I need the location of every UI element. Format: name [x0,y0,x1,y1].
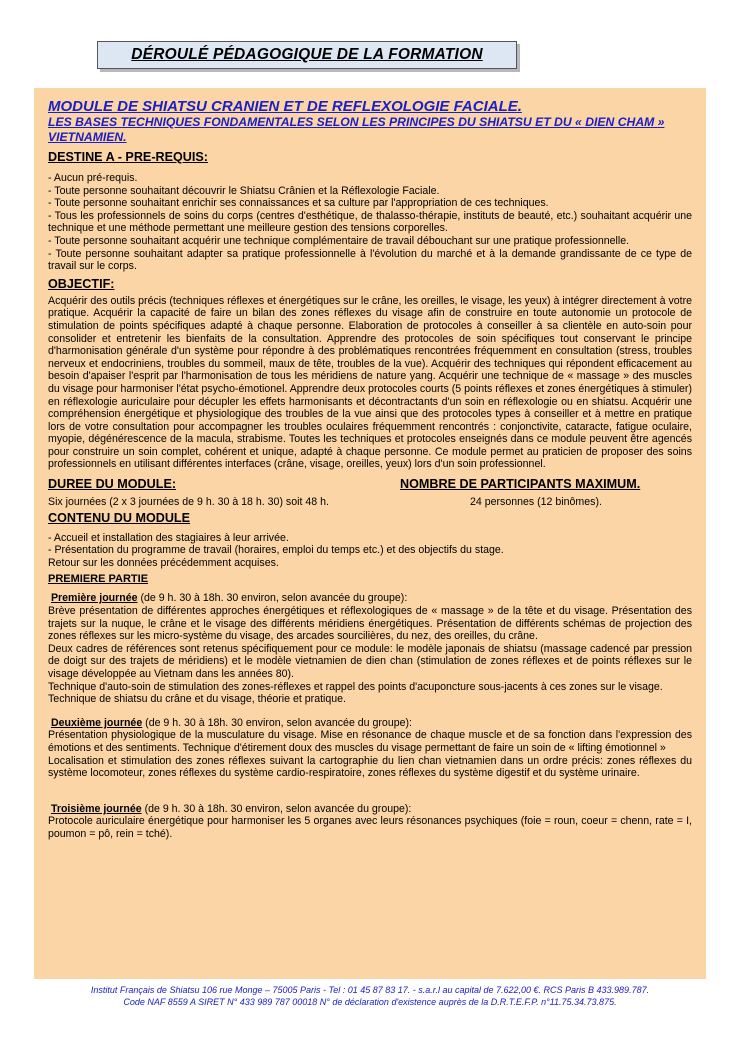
duree-heading: DUREE DU MODULE: [48,477,177,492]
day-name: Première journée [50,592,138,605]
participants-text: 24 personnes (12 binômes). [470,496,602,509]
day-hours: (de 9 h. 30 à 18h. 30 environ, selon avancée du groupe): [142,716,412,729]
duree-participants-row [48,477,692,509]
day-paragraph: Deux cadres de références sont retenus spécifiquement pour ce module: le modèle japonais de shiatsu (massage cadencé par pression de doigt sur des trajets de méridiens) et le modèle vietnamien de dien chan (stimulation de zones réflexes et de points réflexes sur le visage développée au Vietnam dans les années 80). [48,642,692,680]
page-title: DÉROULÉ PÉDAGOGIQUE DE LA FORMATION [131,46,483,63]
content-panel [34,88,706,979]
duree-text: Six journées (2 x 3 journées de 9 h. 30 à 18 h. 30) soit 48 h. [48,496,329,509]
destine-item: - Toute personne souhaitant acquérir une technique complémentaire de travail débouchant sur une pratique professionnelle. [48,234,630,247]
day-title [48,803,692,816]
participants-heading: NOMBRE DE PARTICIPANTS MAXIMUM. [400,477,641,492]
day-title [48,592,692,605]
destine-item: - Tous les professionnels de soins du corps (centres d'esthétique, de thalasso-thérapie, instituts de beauté, etc.) souhaitant acquérir une technique et une méthode permettant une meilleure gestion des tensions corporelles. [48,209,692,235]
footer-line-1: Institut Français de Shiatsu 106 rue Monge – 75005 Paris - Tel : 01 45 87 83 17. - s.a.r.l au capital de 7.622,00 €. RCS Paris B 433.989.787. [90,985,650,995]
destine-list [48,172,692,273]
destine-item: - Toute personne souhaitant découvrir le Shiatsu Crânien et la Réflexologie Faciale. [48,184,440,197]
day-hours: (de 9 h. 30 à 18h. 30 environ, selon avancée du groupe): [137,592,408,605]
contenu-item: - Accueil et installation des stagiaires à leur arrivée. [48,531,289,544]
day-hours: (de 9 h. 30 à 18h. 30 environ, selon avancée du groupe): [141,802,412,815]
day-block [48,717,692,780]
day-paragraph: Protocole auriculaire énergétique pour harmoniser les 5 organes avec leurs résonances psychiques (foie = roun, coeur = chenn, rate = I, poumon = pô, rein = tché). [48,815,692,840]
objectif-heading: OBJECTIF: [48,276,115,291]
day-paragraph: Brève présentation de différentes approches énergétiques et réflexologiques de « massage » de la tête et du visage. Présentation des trajets sur la nuque, le crâne et le visage des différents méridiens énergétiques. Présentation de différents schémas de projection des zones réflexes sur les micro-système du visage, des arcades sourcilières, du nez, des oreilles, du crâne. [48,605,692,643]
objectif-text: Acquérir des outils précis (techniques réflexes et énergétiques sur le crâne, les oreilles, le visage, les yeux) à intégrer directement à votre pratique. Acquérir la capacité de faire un bilan des zones réflexes du visage afin de construire en toute autonomie un protocole de stimulation de points spécifiques adapté à chaque personne. Elaboration de protocoles à conseiller à sa clientèle en auto-soin pour consolider et entretenir les bienfaits de la consultation. Apprendre des protocoles de soin spécifiques tout conservant le principe d'harmonisation générale d'un système pour répondre à des problématiques rencontrées fréquemment en consultation (stress, troubles nerveux et endocriniens, troubles du sommeil, maux de tête, troubles de la vue). Acquérir des techniques qui répondent efficacement au besoin d'apaiser l'esprit par l'harmonisation de tous les méridiens de nature yang. Acquérir une technique de « massage » des muscles du visage pour harmoniser l'état psycho-émotionel. Apprendre deux protocoles courts (5 points réflexes et zones énergétiques à stimuler) en réflexologie auriculaire pour décupler les effets harmonisants et décontractants d'un soin en réflexologie ou en shiatsu. Acquérir une compréhension énergétique et physiologique des troubles de la vue ainsi que des protocoles types à conseiller et à mettre en pratique lors de votre consultation pour accompagner les troubles oculaires fréquemment rencontrés : conjonctivite, cataracte, fatigue oculaire, myopie, dégénérescence de la macula, strabisme. Toutes les techniques et protocoles enseignés dans ce module peuvent être agencés pour construire un soin complet, cohérent et unique, adapté à chaque personne. Ce module permet au praticien de proposer des soins professionnels en utilisant différentes interfaces (crâne, visage, oreilles, yeux) lors d'un soin professionnel. [48,294,692,471]
day-title [48,717,692,730]
day-block [48,803,692,841]
premiere-partie-heading: PREMIERE PARTIE [48,573,149,586]
module-subtitle: LES BASES TECHNIQUES FONDAMENTALES SELON LES PRINCIPES DU SHIATSU ET DU « DIEN CHAM » VIETNAMIEN. [48,115,665,144]
page-title-box [97,41,517,69]
destine-item: - Toute personne souhaitant enrichir ses connaissances et sa culture par l'appropriation de ces techniques. [48,197,549,210]
destine-item: - Aucun pré-requis. [48,172,138,184]
footer-line-2: Code NAF 8559 A SIRET N° 433 989 787 00018 N° de déclaration d'existence auprès de la D.R.T.E.F.P. n°11.75.34.73.875. [123,997,617,1007]
day-name: Deuxième journée [50,716,143,729]
day-block [48,592,692,705]
contenu-heading: CONTENU DU MODULE [48,510,191,525]
contenu-list [48,532,692,570]
contenu-item: Retour sur les données précédemment acquises. [48,556,279,569]
day-paragraph: Technique d'auto-soin de stimulation des zones-réflexes et rappel des points d'acuponcture sous-jacents à ces zones sur le visage. [48,680,663,693]
contenu-item: - Présentation du programme de travail (horaires, emploi du temps etc.) et des objectifs du stage. [48,544,504,557]
destine-heading: DESTINE A - PRE-REQUIS: [48,150,208,164]
day-paragraph: Technique de shiatsu du crâne et du visage, théorie et pratique. [48,693,347,706]
day-paragraph: Localisation et stimulation des zones réflexes suivant la cartographie du lien chan vietnamien dans un ordre précis: zones réflexes du système locomoteur, zones réflexes du système cardio-respiratoire, zones réflexes du système digestif et du système urinaire. [48,754,692,780]
day-name: Troisième journée [50,802,142,815]
day-paragraph: Présentation physiologique de la musculature du visage. Mise en résonance de chaque muscle et de sa fonction dans l'expression des émotions et des sentiments. Technique d'étirement doux des muscles du visage permettant de faire un soin de « lifting émotionnel » [48,729,692,754]
module-title: MODULE DE SHIATSU CRANIEN ET DE REFLEXOLOGIE FACIALE. [48,98,522,115]
destine-item: - Toute personne souhaitant adapter sa pratique professionnelle à l'évolution du marché et à la demande grandissante de ce type de travail sur le corps. [48,247,692,273]
